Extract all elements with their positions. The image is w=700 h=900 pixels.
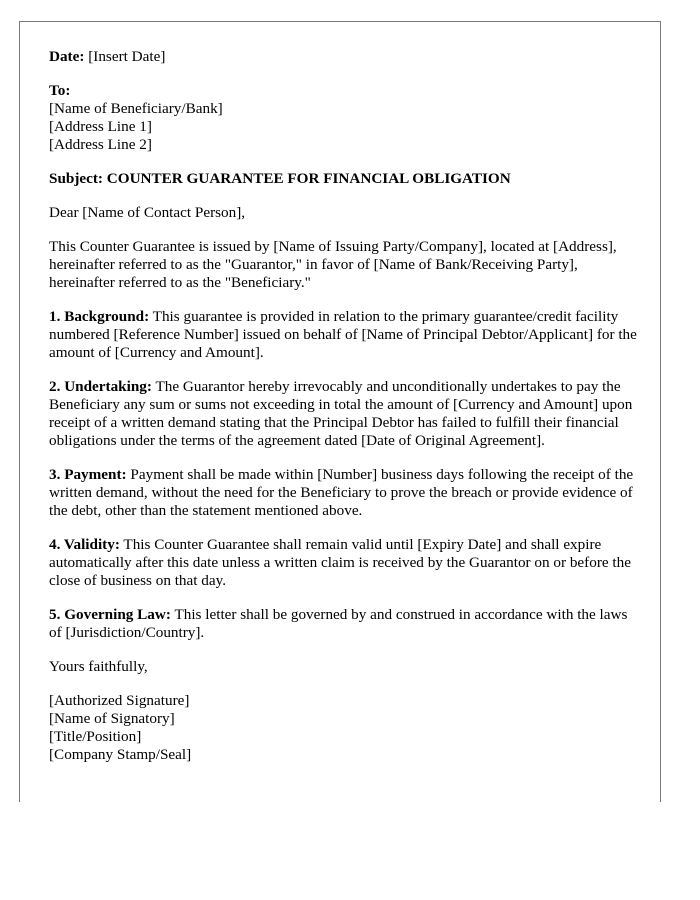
recipient-label: To: (49, 82, 71, 99)
section-heading: 3. Payment: (49, 466, 127, 483)
signature-block (49, 692, 639, 764)
section-text: This guarantee is provided in relation to the primary guarantee/credit facility numbered [Reference Number] issued on behalf of [Name of Principal Debtor/Applicant] for the amount of [Currency and Amount]. (49, 308, 637, 361)
signature-name: [Name of Signatory] (49, 710, 175, 727)
section-text: Payment shall be made within [Number] business days following the receipt of the written demand, without the need for the Beneficiary to prove the breach or provide evidence of the debt, other than the statement mentioned above. (49, 466, 634, 519)
date-line (49, 48, 639, 66)
subject-value: COUNTER GUARANTEE FOR FINANCIAL OBLIGATION (103, 170, 511, 187)
section-payment (49, 466, 639, 520)
subject-label: Subject: (49, 170, 103, 187)
section-heading: 4. Validity: (49, 536, 120, 553)
recipient-address-line-1: [Address Line 1] (49, 118, 152, 135)
section-background (49, 308, 639, 362)
section-text: This Counter Guarantee shall remain valid until [Expiry Date] and shall expire automatically after this date unless a written claim is received by the Guarantor on or before the close of business on that day. (49, 536, 631, 589)
section-heading: 2. Undertaking: (49, 378, 152, 395)
subject-line (49, 170, 639, 188)
salutation: Dear [Name of Contact Person], (49, 204, 246, 221)
section-heading: 1. Background: (49, 308, 150, 325)
date-value: [Insert Date] (84, 48, 166, 65)
section-text: The Guarantor hereby irrevocably and unconditionally undertakes to pay the Beneficiary any sum or sums not exceeding in total the amount of [Currency and Amount] upon receipt of a written demand stating that the Principal Debtor has failed to fulfill their financial obligations under the terms of the agreement dated [Date of Original Agreement]. (49, 378, 633, 449)
letter-content (49, 48, 639, 780)
closing: Yours faithfully, (49, 658, 148, 675)
signature-authorized: [Authorized Signature] (49, 692, 190, 709)
intro-paragraph: This Counter Guarantee is issued by [Name of Issuing Party/Company], located at [Address], hereinafter referred to as the "Guarantor," in favor of [Name of Bank/Receiving Party], hereinafter referred to as the "Beneficiary." (49, 238, 617, 291)
date-label: Date: (49, 48, 85, 65)
section-validity (49, 536, 639, 590)
recipient-block (49, 82, 639, 154)
section-governing-law (49, 606, 639, 642)
section-heading: 5. Governing Law: (49, 606, 171, 623)
section-undertaking (49, 378, 639, 450)
signature-stamp: [Company Stamp/Seal] (49, 746, 192, 763)
recipient-address-line-2: [Address Line 2] (49, 136, 152, 153)
signature-title: [Title/Position] (49, 728, 142, 745)
recipient-name: [Name of Beneficiary/Bank] (49, 100, 223, 117)
section-text: This letter shall be governed by and construed in accordance with the laws of [Jurisdiction/Country]. (49, 606, 628, 641)
